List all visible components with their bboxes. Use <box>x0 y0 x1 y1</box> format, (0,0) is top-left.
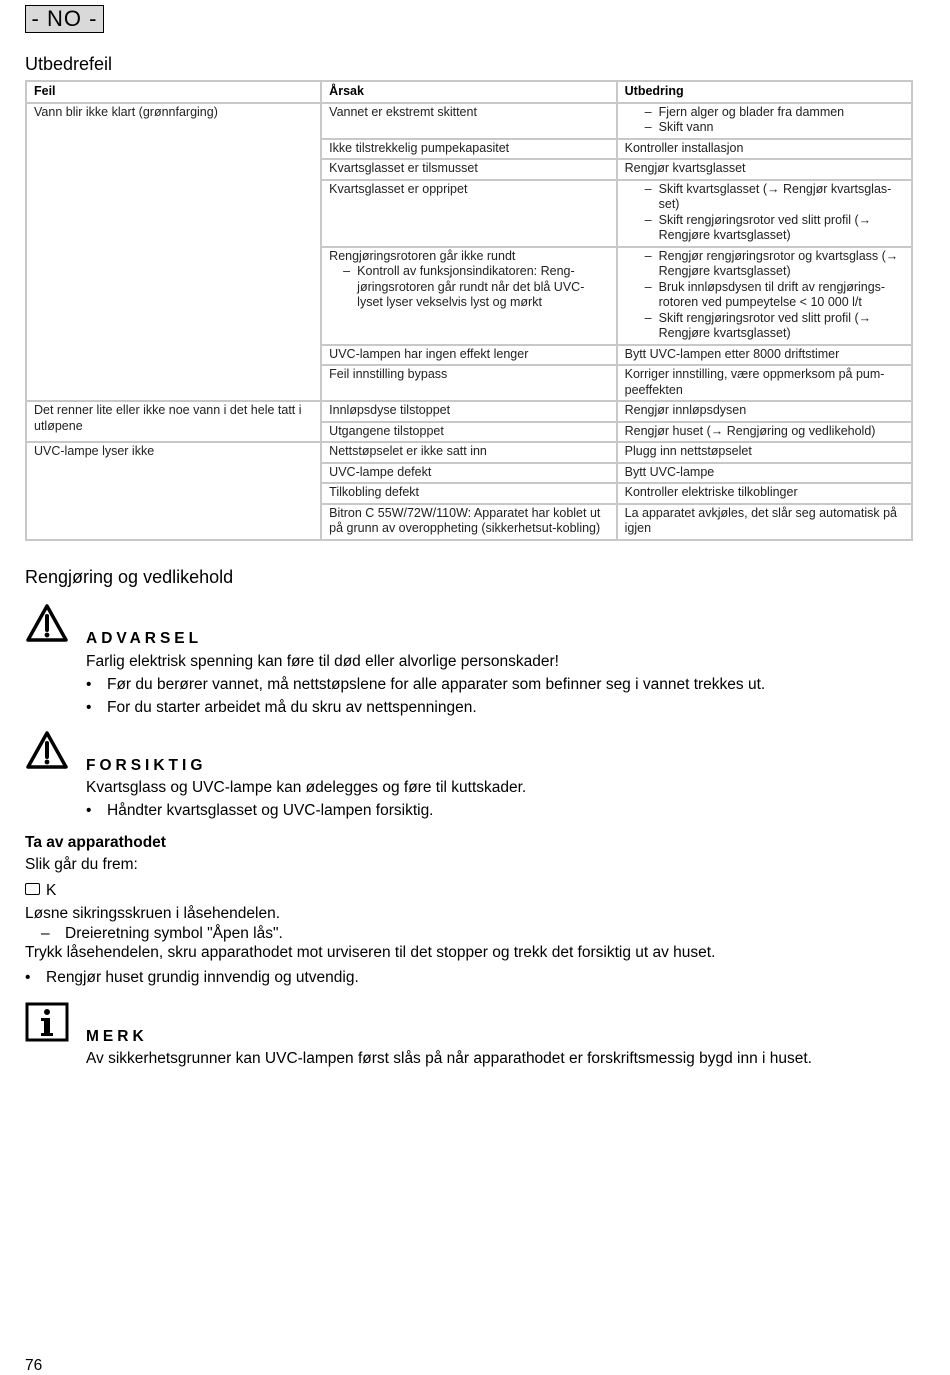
cause-cell: Innløpsdyse tilstoppet <box>321 401 616 422</box>
troubleshooting-title: Utbedrefeil <box>25 54 113 74</box>
list-item: – Skift vann <box>645 120 904 136</box>
cause-cell: Kvartsglasset er tilsmusset <box>321 159 616 180</box>
list-item: – Kontroll av funksjonsindikatoren: Reng-jøringsrotoren går rundt når det blå UVC-lyset lyser vekselvis lyst og mørkt <box>343 264 608 311</box>
language-tag: - NO - <box>25 5 104 33</box>
cause-text: Rengjøringsrotoren går ikke rundt <box>329 248 516 263</box>
remedy-cell: La apparatet avkjøles, det slår seg automatisk på igjen <box>617 504 912 540</box>
figure-box-icon <box>25 883 40 895</box>
dash-icon: – <box>41 925 50 942</box>
page-number: 76 <box>25 1357 43 1374</box>
table-row <box>26 401 912 422</box>
list-item: – Fjern alger og blader fra dammen <box>645 105 904 121</box>
remedy-cell: Bytt UVC-lampe <box>617 463 912 484</box>
list-item: – Skift rengjøringsrotor ved slitt profil (→ Rengjøre kvartsglasset) <box>645 213 904 244</box>
cause-cell: Ikke tilstrekkelig pumpekapasitet <box>321 139 616 160</box>
cause-cell: Feil innstilling bypass <box>321 365 616 401</box>
header-remedy: Utbedring <box>617 81 912 103</box>
remedy-cell: Kontroller elektriske tilkoblinger <box>617 483 912 504</box>
warning-triangle-icon <box>25 730 69 770</box>
remedy-cell: Bytt UVC-lampen etter 8000 driftstimer <box>617 345 912 366</box>
cause-cell: Vannet er ekstremt skittent <box>321 103 616 139</box>
fault-cell: Det renner lite eller ikke noe vann i det hele tatt i utløpene <box>26 401 321 442</box>
cause-cell: Tilkobling defekt <box>321 483 616 504</box>
remedy-cell: Kontroller installasjon <box>617 139 912 160</box>
step-1-sub-text: Dreieretning symbol "Åpen lås". <box>65 925 283 942</box>
warning-label: ADVARSEL <box>86 630 203 647</box>
table-header-row <box>26 81 912 103</box>
remove-head-intro: Slik går du frem: <box>25 856 138 873</box>
cause-cell: UVC-lampe defekt <box>321 463 616 484</box>
caution-text-block <box>86 776 526 822</box>
remedy-cell <box>617 103 912 139</box>
remedy-cell: Plugg inn nettstøpselet <box>617 442 912 463</box>
remedy-cell: Korriger innstilling, være oppmerksom på pum-peeffekten <box>617 365 912 401</box>
header-fault: Feil <box>26 81 321 103</box>
list-item: – Bruk innløpsdysen til drift av rengjørings-rotoren ved pumpeytelse < 10 000 l/t <box>645 280 904 311</box>
note-text: Av sikkerhetsgrunner kan UVC-lampen først slås på når apparathodet er forskriftsmessig bygd inn i huset. <box>86 1050 812 1067</box>
remedy-cell: Rengjør kvartsglasset <box>617 159 912 180</box>
figure-ref-label: K <box>46 882 57 899</box>
list-item: – Skift rengjøringsrotor ved slitt profil (→ Rengjøre kvartsglasset) <box>645 311 904 342</box>
caution-block <box>25 730 885 780</box>
cause-cell: Bitron C 55W/72W/110W: Apparatet har koblet ut på grunn av overoppheting (sikkerhetsut-kobling) <box>321 504 616 540</box>
header-cause: Årsak <box>321 81 616 103</box>
figure-reference <box>25 881 56 901</box>
step-2: Trykk låsehendelen, skru apparathodet mot urviseren til det stopper og trekk det forsiktig ut av huset. <box>25 944 716 961</box>
cause-cell: Nettstøpselet er ikke satt inn <box>321 442 616 463</box>
step-1: Løsne sikringsskruen i låsehendelen. <box>25 905 281 922</box>
fault-cell: UVC-lampe lyser ikke <box>26 442 321 540</box>
list-item: • Rengjør huset grundig innvendig og utvendig. <box>25 968 359 988</box>
list-item: – Rengjør rengjøringsrotor og kvartsglass (→ Rengjøre kvartsglasset) <box>645 249 904 280</box>
list-item: • Håndter kvartsglasset og UVC-lampen forsiktig. <box>86 799 526 822</box>
cause-cell: Utgangene tilstoppet <box>321 422 616 443</box>
cause-cell: UVC-lampen har ingen effekt lenger <box>321 345 616 366</box>
remedy-cell: Rengjør huset (→ Rengjøring og vedlikehold) <box>617 422 912 443</box>
step-1-sub <box>41 924 283 944</box>
remedy-cell: Rengjør innløpsdysen <box>617 401 912 422</box>
warning-triangle-icon <box>25 603 69 643</box>
maintenance-title: Rengjøring og vedlikehold <box>25 567 234 587</box>
table-row <box>26 442 912 463</box>
cause-cell <box>321 247 616 345</box>
clean-bullet <box>25 968 359 988</box>
warning-text-block <box>86 650 765 719</box>
fault-cell: Vann blir ikke klart (grønnfarging) <box>26 103 321 402</box>
remedy-cell <box>617 247 912 345</box>
info-note-icon <box>25 1002 69 1042</box>
cause-cell: Kvartsglasset er oppripet <box>321 180 616 247</box>
remedy-cell <box>617 180 912 247</box>
note-label: MERK <box>86 1028 148 1045</box>
list-item: • For du starter arbeidet må du skru av nettspenningen. <box>86 696 765 719</box>
warning-text: Farlig elektrisk spenning kan føre til død eller alvorlige personskader! <box>86 653 559 670</box>
caution-label: FORSIKTIG <box>86 757 207 774</box>
note-block <box>25 1002 885 1047</box>
remove-head-title: Ta av apparathodet <box>25 834 166 851</box>
list-item: • Før du berører vannet, må nettstøpslene for alle apparater som befinner seg i vannet trekkes ut. <box>86 673 765 696</box>
caution-text: Kvartsglass og UVC-lampe kan ødelegges og føre til kuttskader. <box>86 779 527 796</box>
table-row <box>26 103 912 139</box>
list-item: – Skift kvartsglasset (→ Rengjør kvartsglas-set) <box>645 182 904 213</box>
troubleshooting-table <box>25 80 913 541</box>
